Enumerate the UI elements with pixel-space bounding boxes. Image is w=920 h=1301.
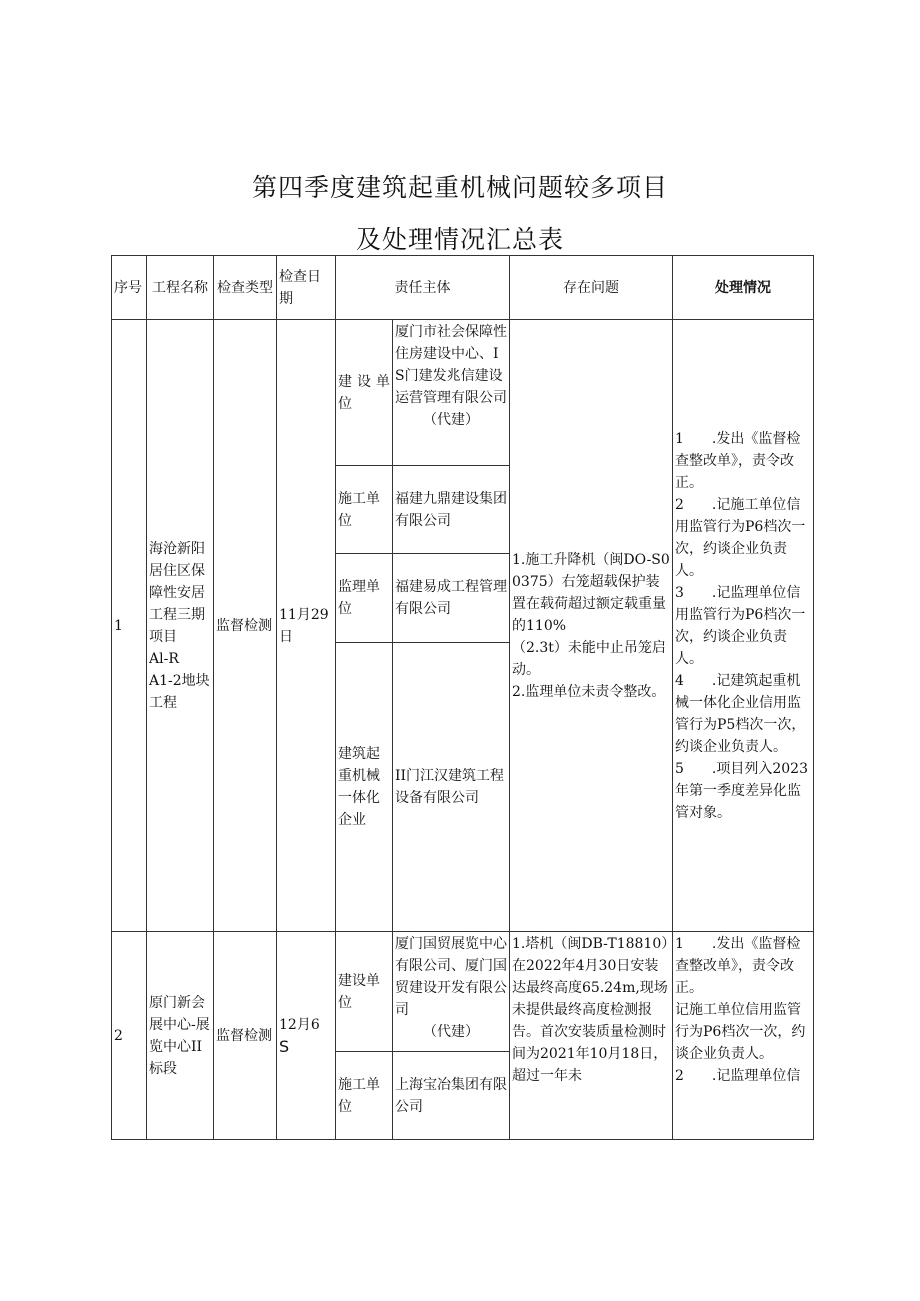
header-project-name: 工程名称	[147, 256, 214, 320]
row1-type: 监督检测	[214, 320, 277, 932]
row2-seq: 2	[112, 932, 147, 1140]
row1-date: 11月29日	[277, 320, 336, 932]
table-row	[112, 320, 814, 466]
header-issues: 存在问题	[510, 256, 673, 320]
row1-party2-name: 福建九鼎建设集团有限公司	[393, 466, 510, 554]
row1-party1-name-cell	[393, 320, 510, 466]
row2-party2-role: 施工单位	[336, 1052, 393, 1140]
header-row	[112, 256, 814, 320]
row2-issues: 1.塔机（闽DB-T18810）在2022年4月30日安装达最终高度65.24m,现场未提供最终高度检测报告。首次安装质量检测时间为2021年10月18日，超过一年未	[510, 932, 673, 1140]
header-inspection-date: 检查日期	[277, 256, 336, 320]
header-seq: 序号	[112, 256, 147, 320]
title-line-1: 第四季度建筑起重机械问题较多项目	[251, 173, 668, 202]
row1-party1-name: 厦门市社会保障性住房建设中心、IS门建发兆信建设运营管理有限公司	[395, 324, 507, 406]
row2-party2-name: 上海宝冶集团有限公司	[393, 1052, 510, 1140]
row1-party4-role: 建筑起重机械一体化企业	[336, 643, 393, 932]
row1-handling: 1 .发出《监督检查整改单》，责令改正。 2 .记施工单位信用监管行为P6档次一次，约谈企业负责人。 3 .记监理单位信用监管行为P6档次一次，约谈企业负责人。 4 .记建筑起重机械一体化企业信用监管行为P5档次一次，约谈企业负责人。 5 .项目列入2023年第一季度差异化监管对象。	[673, 320, 814, 932]
row1-seq: 1	[112, 320, 147, 932]
row2-date-extra: S	[279, 1036, 290, 1056]
row2-party1-note: （代建）	[423, 1024, 479, 1040]
row1-party1-role: 建设单位	[336, 320, 393, 466]
row1-party3-name: 福建易成工程管理有限公司	[393, 554, 510, 643]
row2-date: 12月6	[279, 1016, 320, 1033]
row2-project: 原门新会展中心-展览中心II标段	[147, 932, 214, 1140]
table-row	[112, 932, 814, 1052]
row2-party1-role: 建设单位	[336, 932, 393, 1052]
row1-party2-role: 施工单位	[336, 466, 393, 554]
row1-project: 海沧新阳居住区保障性安居工程三期项目 Al-R A1-2地块工程	[147, 320, 214, 932]
row2-date-cell	[277, 932, 336, 1140]
row2-handling: 1 .发出《监督检查整改单》，责令改正。 记施工单位信用监管行为P6档次一次，约谈企业负责人。 2 .记监理单位信	[673, 932, 814, 1140]
row2-party1-name: 厦门国贸展览中心有限公司、厦门国贸建设开发有限公司	[395, 936, 507, 1018]
title-line-2: 及处理情况汇总表	[355, 225, 564, 254]
row2-party1-name-cell	[393, 932, 510, 1052]
row1-party1-note: （代建）	[423, 412, 479, 428]
row1-issues: 1.施工升降机（闽DO-S00375）右笼超载保护装置在载荷超过额定载重量的110% （2.3t）未能中止吊笼启动。 2.监理单位未责令整改。	[510, 320, 673, 932]
header-handling: 处理情况	[673, 256, 814, 320]
row2-type: 监督检测	[214, 932, 277, 1140]
header-inspection-type: 检查类型	[214, 256, 277, 320]
header-responsible: 责任主体	[336, 256, 510, 320]
row1-party3-role: 监理单位	[336, 554, 393, 643]
row1-party4-name: II门江汉建筑工程设备有限公司	[393, 643, 510, 932]
summary-table	[111, 255, 814, 1140]
